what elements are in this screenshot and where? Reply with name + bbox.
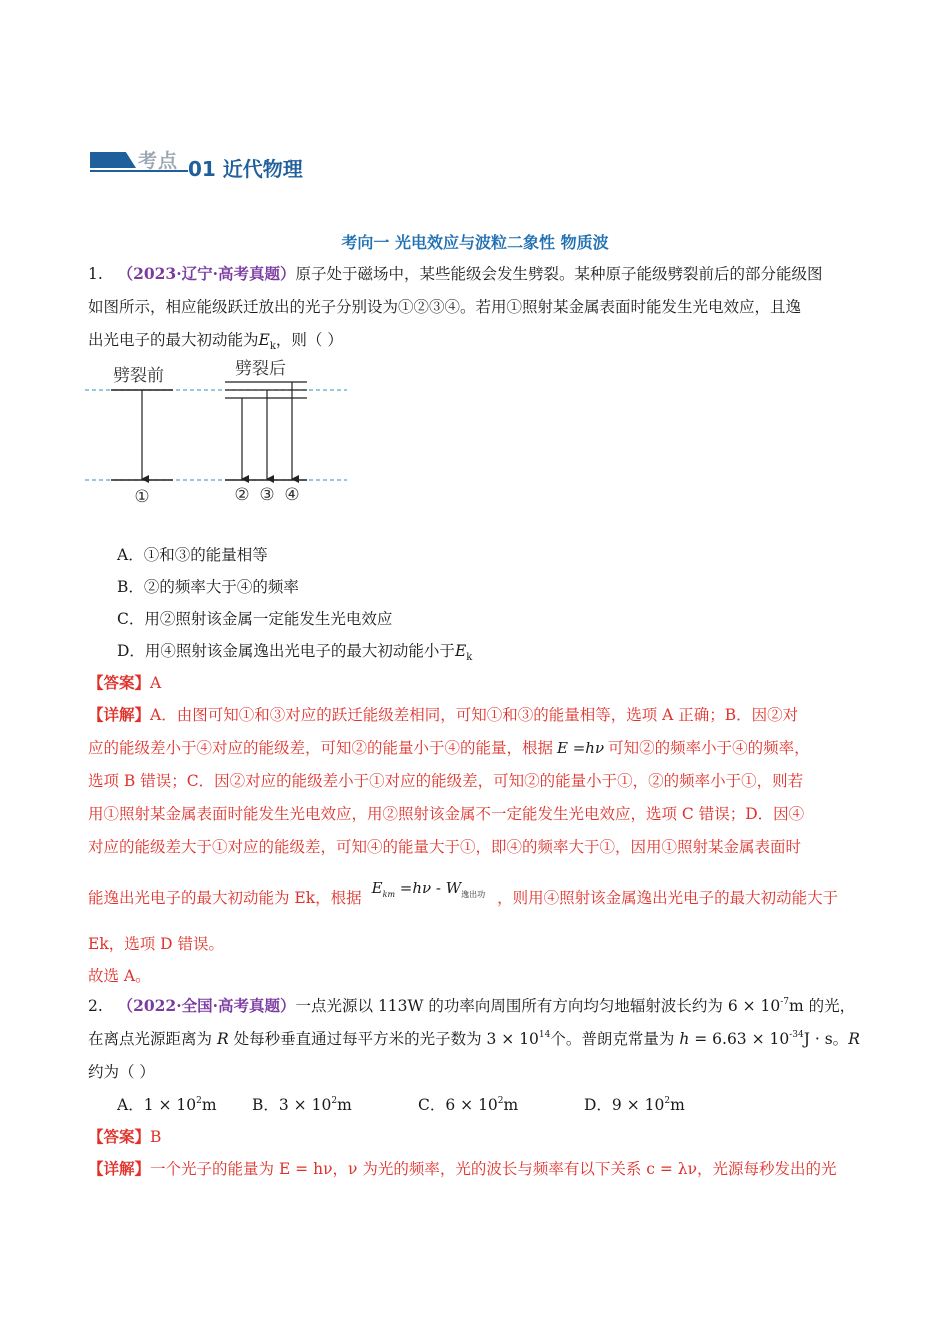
q1-line-2: 如图所示，相应能级跃迁放出的光子分别设为①②③④。若用①照射某金属表面时能发生光电效应，且逸 — [88, 298, 802, 316]
q1-formula-ekm-e: E — [371, 879, 383, 897]
q2-option-a-text: A．1 × 10 — [117, 1096, 197, 1114]
q2-line-3: 约为（ ） — [88, 1063, 155, 1081]
q1-number: 1. — [88, 265, 103, 283]
q2-number: 2. — [88, 997, 103, 1015]
subtopic-title: 考向一 光电效应与波粒二象性 物质波 — [341, 233, 609, 252]
q1-stem-3b: ，则（ ） — [275, 331, 343, 349]
q2-stem-2-sup: 14 — [538, 1030, 551, 1040]
energy-level-figure — [85, 352, 347, 512]
q2-answer-label: 【答案】 — [88, 1127, 151, 1146]
q2-option-b — [252, 1095, 352, 1115]
q2-stem-2-sup2: -34 — [789, 1030, 804, 1040]
q2-option-d-text: D．9 × 10 — [584, 1096, 665, 1114]
q2-option-b-text: B．3 × 10 — [252, 1096, 332, 1114]
q1-option-c: C．用②照射该金属一定能发生光电效应 — [117, 610, 393, 628]
q2-option-b-unit: m — [337, 1096, 352, 1114]
q2-var-r: R — [216, 1030, 229, 1048]
section-title: 01 近代物理 — [188, 157, 303, 181]
q1-detail-6 — [88, 879, 839, 908]
q1-option-d — [117, 641, 473, 664]
q2-stem-1a: 一点光源以 113W 的功率向周围所有方向均匀地辐射波长约为 6 × 10 — [295, 997, 781, 1015]
q2-detail-text-1: 一个光子的能量为 E = hν，ν 为光的频率，光的波长与频率有以下关系 c = λν，光源每秒发出的光 — [150, 1160, 837, 1178]
q1-formula-e-hv: E =hν — [557, 739, 605, 757]
q1-source-tag: （2023·辽宁·高考真题） — [117, 264, 296, 283]
q2-var-r-2: R — [848, 1030, 860, 1048]
q1-ek-sub: k — [269, 341, 276, 353]
q2-stem-2d: = 6.63 × 10 — [689, 1030, 790, 1048]
q2-detail-1 — [88, 1159, 837, 1179]
photon-label-3: ③ — [259, 485, 275, 505]
q2-stem-2e: J · s。 — [803, 1030, 849, 1048]
photon-label-4: ④ — [284, 485, 300, 505]
q1-answer — [88, 673, 161, 693]
q2-option-d-unit: m — [670, 1096, 685, 1114]
q2-option-c — [418, 1095, 518, 1115]
q1-line-3 — [88, 330, 343, 353]
q2-option-b-sup: 2 — [331, 1096, 338, 1106]
q2-line-2 — [88, 1029, 860, 1049]
q1-stem-1: 原子处于磁场中，某些能级会发生劈裂。某种原子能级劈裂前后的部分能级图 — [295, 265, 823, 283]
q1-formula-ekm-sub: km — [382, 890, 396, 899]
label-after: 劈裂后 — [235, 359, 286, 379]
q2-answer — [88, 1127, 161, 1147]
q2-detail-label: 【详解】 — [88, 1159, 151, 1178]
q1-detail-text-6b: ，则用④照射该金属逸出光电子的最大初动能大于 — [497, 889, 839, 907]
q1-detail-label: 【详解】 — [88, 705, 151, 724]
q1-detail-1 — [88, 705, 798, 725]
q1-answer-value: A — [150, 674, 162, 692]
q1-detail-3: 选项 B 错误；C．因②对应的能级差小于①对应的能级差，可知②的能量小于①，②的频率小于①，则若 — [88, 772, 804, 790]
q1-detail-text-2a: 应的能级差小于④对应的能级差，可知②的能量小于④的能量，根据 — [88, 739, 554, 757]
q2-option-a-unit: m — [201, 1096, 217, 1114]
q1-detail-2 — [88, 738, 810, 758]
q2-source-tag: （2022·全国·高考真题） — [117, 996, 296, 1015]
q1-formula-ekm-rhs: =hν - W — [395, 879, 462, 897]
q1-detail-text-6a: 能逸出光电子的最大初动能为 Ek，根据 — [88, 889, 362, 907]
q1-option-d-var: E — [454, 642, 467, 660]
photon-label-1: ① — [134, 487, 150, 507]
q2-stem-2b: 处每秒垂直通过每平方米的光子数为 3 × 10 — [233, 1030, 539, 1048]
q1-ek-var: E — [258, 331, 270, 349]
q1-stem-3a: 出光电子的最大初动能为 — [88, 331, 259, 349]
q1-detail-5: 对应的能级差大于①对应的能级差，可知④的能量大于①，即④的频率大于①，因用①照射某金属表面时 — [88, 838, 802, 856]
q1-detail-8: 故选 A。 — [88, 967, 151, 985]
section-header — [90, 146, 390, 186]
q1-option-d-sub: k — [466, 652, 473, 664]
q2-answer-value: B — [150, 1128, 162, 1146]
q1-line-1 — [88, 264, 823, 284]
q1-option-d-text: D．用④照射该金属逸出光电子的最大初动能小于 — [117, 642, 455, 660]
section-bar-decoration — [90, 152, 136, 168]
q1-answer-label: 【答案】 — [88, 673, 151, 692]
q1-formula-ekm — [372, 879, 486, 897]
q2-option-c-text: C．6 × 10 — [418, 1096, 498, 1114]
q2-stem-2a: 在离点光源距离为 — [88, 1030, 213, 1048]
q1-option-b: B．②的频率大于④的频率 — [117, 578, 299, 596]
q2-line-1 — [88, 996, 855, 1016]
q2-option-a — [117, 1095, 217, 1115]
q2-option-d-sup: 2 — [664, 1096, 671, 1106]
q2-stem-1b: m 的光， — [789, 997, 856, 1015]
q2-var-h: h — [679, 1030, 690, 1048]
q1-detail-7: Ek，选项 D 错误。 — [88, 935, 224, 953]
q2-stem-1-sup: -7 — [780, 997, 790, 1007]
q2-option-a-sup: 2 — [196, 1096, 202, 1106]
q1-detail-text-2b: 可知②的频率小于④的频率， — [608, 739, 810, 757]
section-kaodian-label: 考点 — [138, 150, 179, 172]
q2-option-d — [584, 1095, 685, 1115]
q1-option-a: A．①和③的能量相等 — [117, 546, 268, 564]
q1-detail-text-1: A．由图可知①和③对应的跃迁能级差相同，可知①和③的能量相等，选项 A 正确；B．因②对 — [150, 706, 799, 724]
q2-stem-2c: 个。普朗克常量为 — [550, 1030, 675, 1048]
label-before: 劈裂前 — [113, 366, 164, 386]
photon-label-2: ② — [234, 485, 250, 505]
q1-formula-work-sub: 逸出功 — [461, 890, 486, 899]
q1-detail-4: 用①照射某金属表面时能发生光电效应，用②照射该金属不一定能发生光电效应，选项 C 错误；D．因④ — [88, 805, 805, 823]
q2-option-c-unit: m — [503, 1096, 519, 1114]
q2-option-c-sup: 2 — [497, 1096, 504, 1106]
